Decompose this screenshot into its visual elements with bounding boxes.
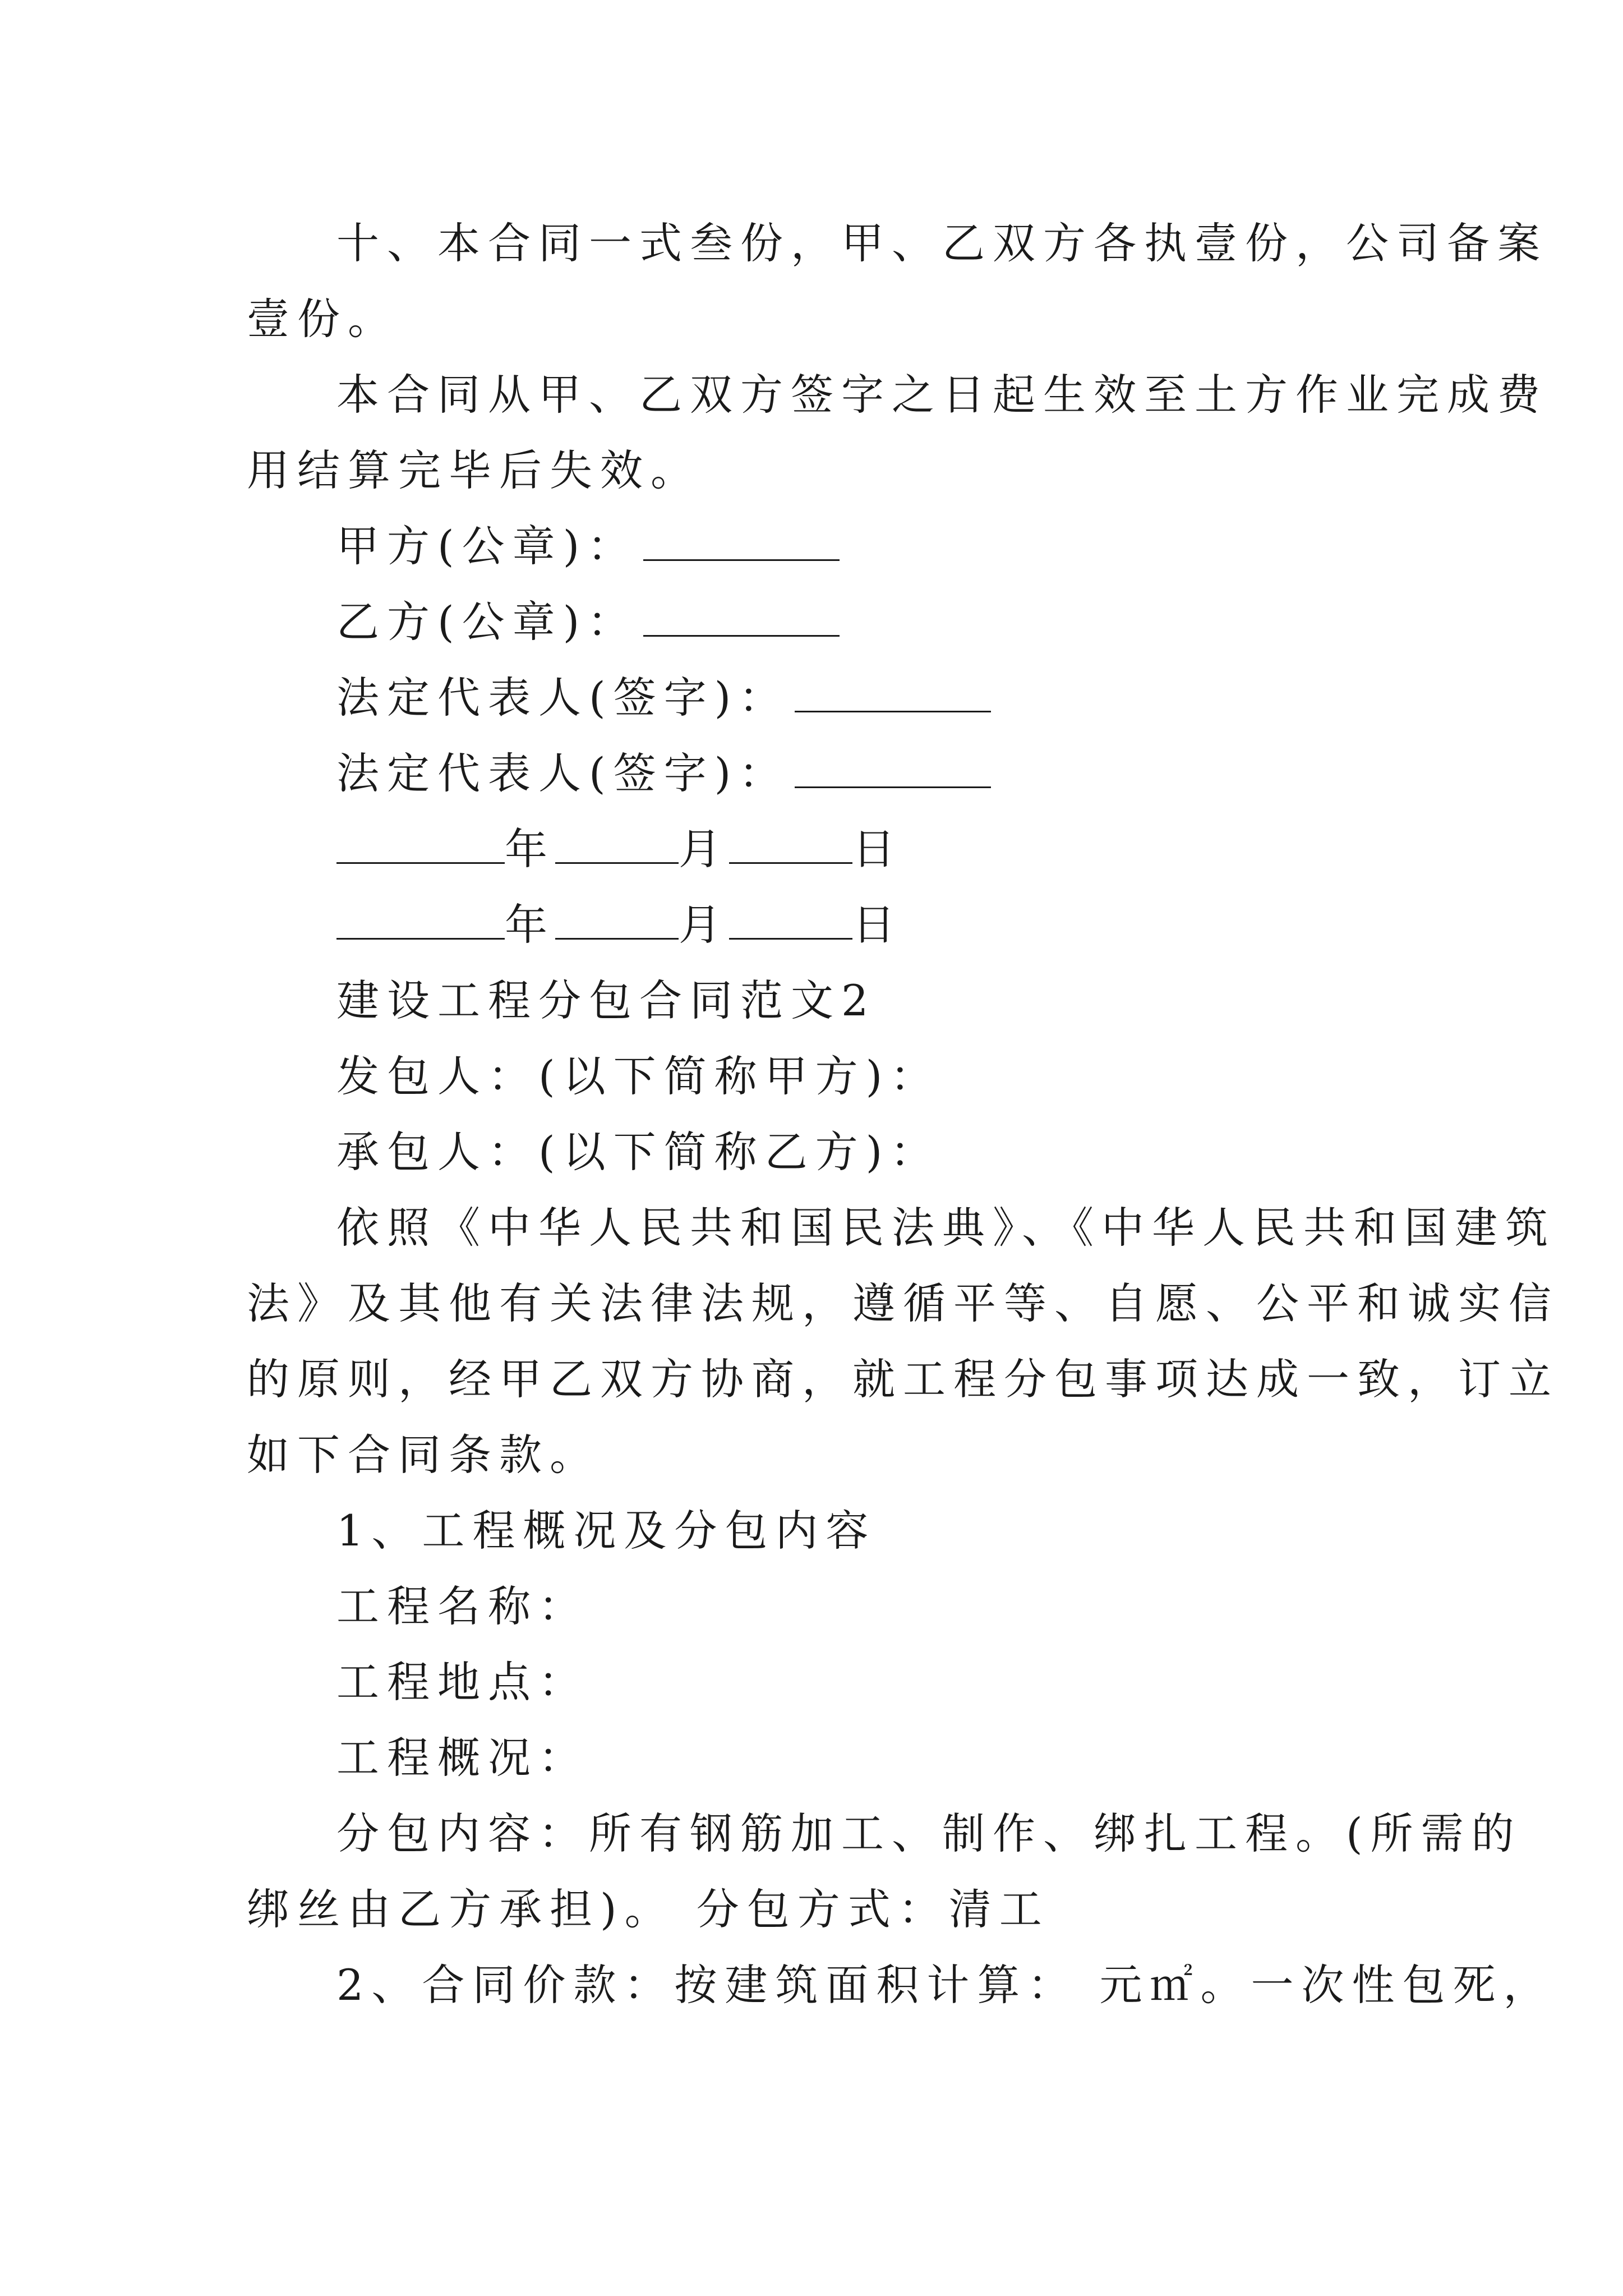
party-a-seal-blank	[643, 520, 840, 561]
date-2-day-blank	[729, 899, 852, 940]
paragraph-effective-line-2: 用结算完毕后失效。	[247, 445, 701, 495]
date-2-year-blank	[336, 899, 505, 940]
paragraph-copies-line-1: 十、本合同一式叁份，甲、乙双方各执壹份，公司备案	[336, 218, 1548, 268]
party-b-seal-label: 乙方(公章)：	[336, 597, 638, 647]
subcontract-content-line-1: 分包内容：所有钢筋加工、制作、绑扎工程。(所需的	[336, 1809, 1522, 1858]
party-a-seal-line	[336, 518, 840, 574]
project-name-line: 工程名称：	[336, 1581, 589, 1631]
legal-rep-1-blank	[795, 671, 991, 712]
project-overview-line: 工程概况：	[336, 1733, 589, 1783]
date-1-day-blank	[729, 823, 852, 864]
legal-rep-1-label: 法定代表人(签字)：	[336, 673, 790, 723]
date-1-month-label: 月	[679, 824, 729, 874]
paragraph-effective-line-1: 本合同从甲、乙双方签字之日起生效至土方作业完成费	[336, 370, 1548, 420]
employer-line: 发包人：(以下简称甲方)：	[336, 1051, 941, 1101]
intro-line-4: 如下合同条款。	[247, 1430, 600, 1480]
subcontract-content-line-2: 绑丝由乙方承担)。 分包方式：清工	[247, 1884, 1050, 1934]
legal-rep-2-blank	[795, 747, 991, 788]
section-2-title: 建设工程分包合同范文2	[336, 976, 877, 1025]
date-2-month-label: 月	[679, 900, 729, 950]
clause-2-line: 2、合同价款：按建筑面积计算： 元㎡。一次性包死，	[336, 1960, 1554, 2010]
party-a-seal-label: 甲方(公章)：	[336, 521, 638, 571]
legal-rep-2-line	[336, 746, 991, 802]
party-b-seal-blank	[643, 596, 840, 637]
date-1-year-blank	[336, 823, 505, 864]
party-b-seal-line	[336, 594, 840, 650]
intro-line-3: 的原则，经甲乙双方协商，就工程分包事项达成一致，订立	[247, 1354, 1559, 1404]
intro-line-1: 依照《中华人民共和国民法典》、《中华人民共和国建筑	[336, 1203, 1556, 1253]
date-1-month-blank	[555, 823, 679, 864]
date-line-1	[336, 821, 903, 877]
date-1-day-label: 日	[852, 824, 903, 874]
contractor-line: 承包人：(以下简称乙方)：	[336, 1127, 941, 1177]
date-line-2	[336, 897, 903, 953]
legal-rep-1-line	[336, 670, 991, 726]
intro-line-2: 法》及其他有关法律法规，遵循平等、自愿、公平和诚实信	[247, 1278, 1559, 1328]
project-location-line: 工程地点：	[336, 1657, 589, 1707]
legal-rep-2-label: 法定代表人(签字)：	[336, 748, 790, 798]
date-2-year-label: 年	[505, 900, 555, 950]
date-2-day-label: 日	[852, 900, 903, 950]
date-2-month-blank	[555, 899, 679, 940]
paragraph-copies-line-2: 壹份。	[247, 294, 398, 344]
date-1-year-label: 年	[505, 824, 555, 874]
clause-1-title: 1、工程概况及分包内容	[336, 1506, 877, 1556]
